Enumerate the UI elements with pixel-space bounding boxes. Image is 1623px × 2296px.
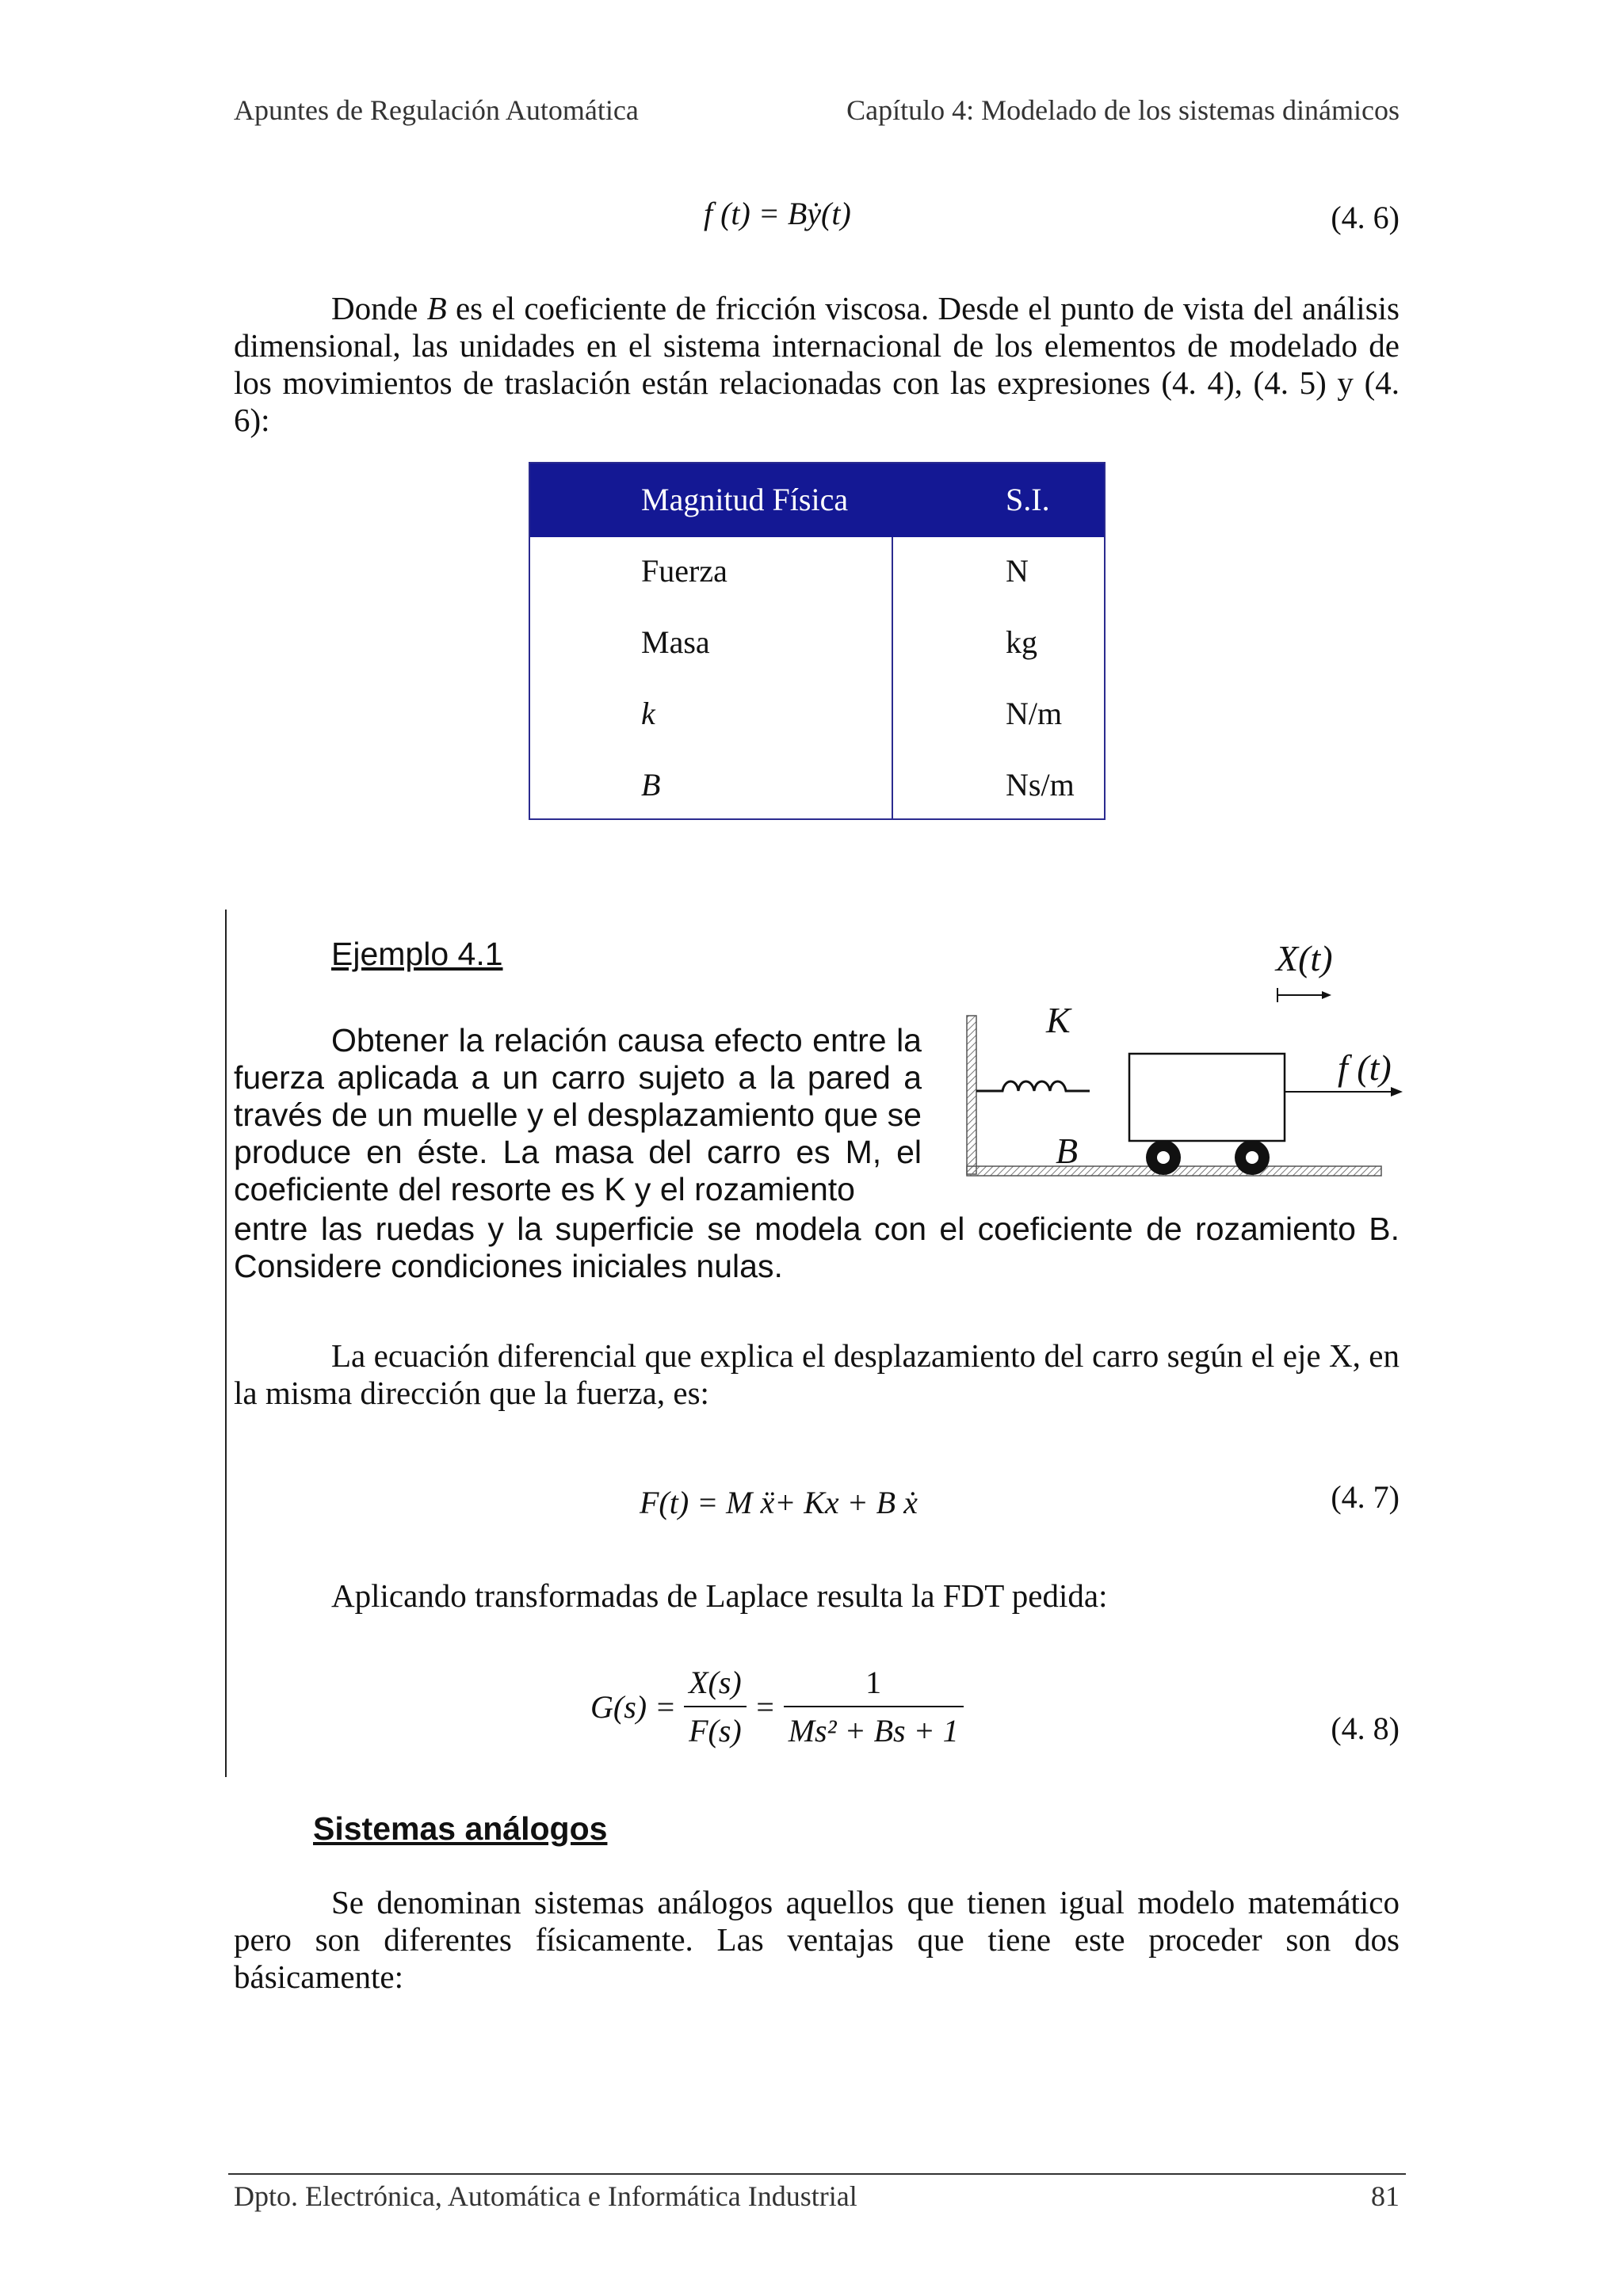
table-cell: B (641, 767, 661, 803)
label-k: K (1046, 1000, 1071, 1040)
running-header-left: Apuntes de Regulación Automática (234, 94, 639, 126)
table-cell: kg (1006, 624, 1037, 660)
page-number: 81 (1371, 2180, 1400, 2212)
table-cell: Fuerza (641, 553, 727, 589)
table-cell: Masa (641, 624, 710, 660)
label-x-t: X(t) (1276, 938, 1333, 978)
label-force: f (t) (1338, 1047, 1392, 1088)
table-cell: N/m (1006, 696, 1063, 731)
table-column-divider (892, 537, 893, 820)
example-margin-line (225, 910, 227, 1777)
table-cell: k (641, 696, 655, 731)
example-statement-wrapped: Obtener la relación causa efecto entre la fuerza aplicada a un carro sujeto a la pared a través de un muelle y el desplazamiento que se produce en éste. La masa del carro es M, el coeficiente del resorte es K y el rozamiento (234, 1022, 922, 1207)
footer-department: Dpto. Electrónica, Automática e Informática Industrial (234, 2180, 857, 2212)
wall (967, 1016, 976, 1174)
table-header-row (530, 463, 1104, 537)
equation-4-6: f (t) = Bẏ(t) (704, 196, 851, 231)
spring (976, 1081, 1090, 1091)
cart-body (1129, 1054, 1285, 1141)
equation-4-8: G(s) = $\frac{X(s)}{F(s)}$ = $\frac{1}{\text{Ms² + Bs + 1}}$ (590, 1664, 964, 1749)
equation-number-4-7: (4. 7) (1331, 1479, 1400, 1515)
paragraph-friction: Donde B es el coeficiente de fricción viscosa. Desde el punto de vista del análisis dimensional, las unidades en el sistema internacional de los elementos de modelado de los movimientos de traslación están relacionadas con las expresiones (4. 4), (4. 5) y (4. 6): (234, 290, 1400, 438)
paragraph-analog-systems: Se denominan sistemas análogos aquellos que tienen igual modelo matemático pero son diferentes físicamente. Las ventajas que tiene este proceder son dos básicamente: (234, 1884, 1400, 1995)
example-statement-full: entre las ruedas y la superficie se modela con el coeficiente de rozamiento B. Considere condiciones iniciales nulas. (234, 1211, 1400, 1284)
example-title: Ejemplo 4.1 (331, 936, 503, 972)
cart-spring-figure (959, 931, 1411, 1200)
fraction-transfer: $\frac{1}{\text{Ms² + Bs + 1}}$ (784, 1664, 964, 1749)
equation-4-7: F(t) = M ẍ+ Kx + B ẋ (640, 1485, 918, 1520)
fraction-xs-fs: $\frac{X(s)}{F(s)}$ (684, 1664, 747, 1749)
paragraph-differential-equation: La ecuación diferencial que explica el desplazamiento del carro según el eje X, en la misma dirección que la fuerza, es: (234, 1337, 1400, 1411)
table-header-magnitude: Magnitud Física (641, 482, 849, 517)
eq-4-8-lhs: G(s) = (590, 1688, 677, 1725)
table-cell: Ns/m (1006, 767, 1075, 803)
table-cell: N (1006, 553, 1029, 589)
paragraph-laplace: Aplicando transformadas de Laplace resulta la FDT pedida: (331, 1577, 1108, 1614)
equation-number-4-8: (4. 8) (1331, 1711, 1400, 1746)
equation-number-4-6: (4. 6) (1331, 200, 1400, 235)
table-header-si: S.I. (1006, 482, 1050, 517)
label-b: B (1056, 1131, 1079, 1171)
running-header-right: Capítulo 4: Modelado de los sistemas dinámicos (846, 94, 1400, 126)
units-table (529, 462, 1106, 820)
footer-rule (228, 2173, 1406, 2175)
section-title: Sistemas análogos (313, 1810, 608, 1847)
